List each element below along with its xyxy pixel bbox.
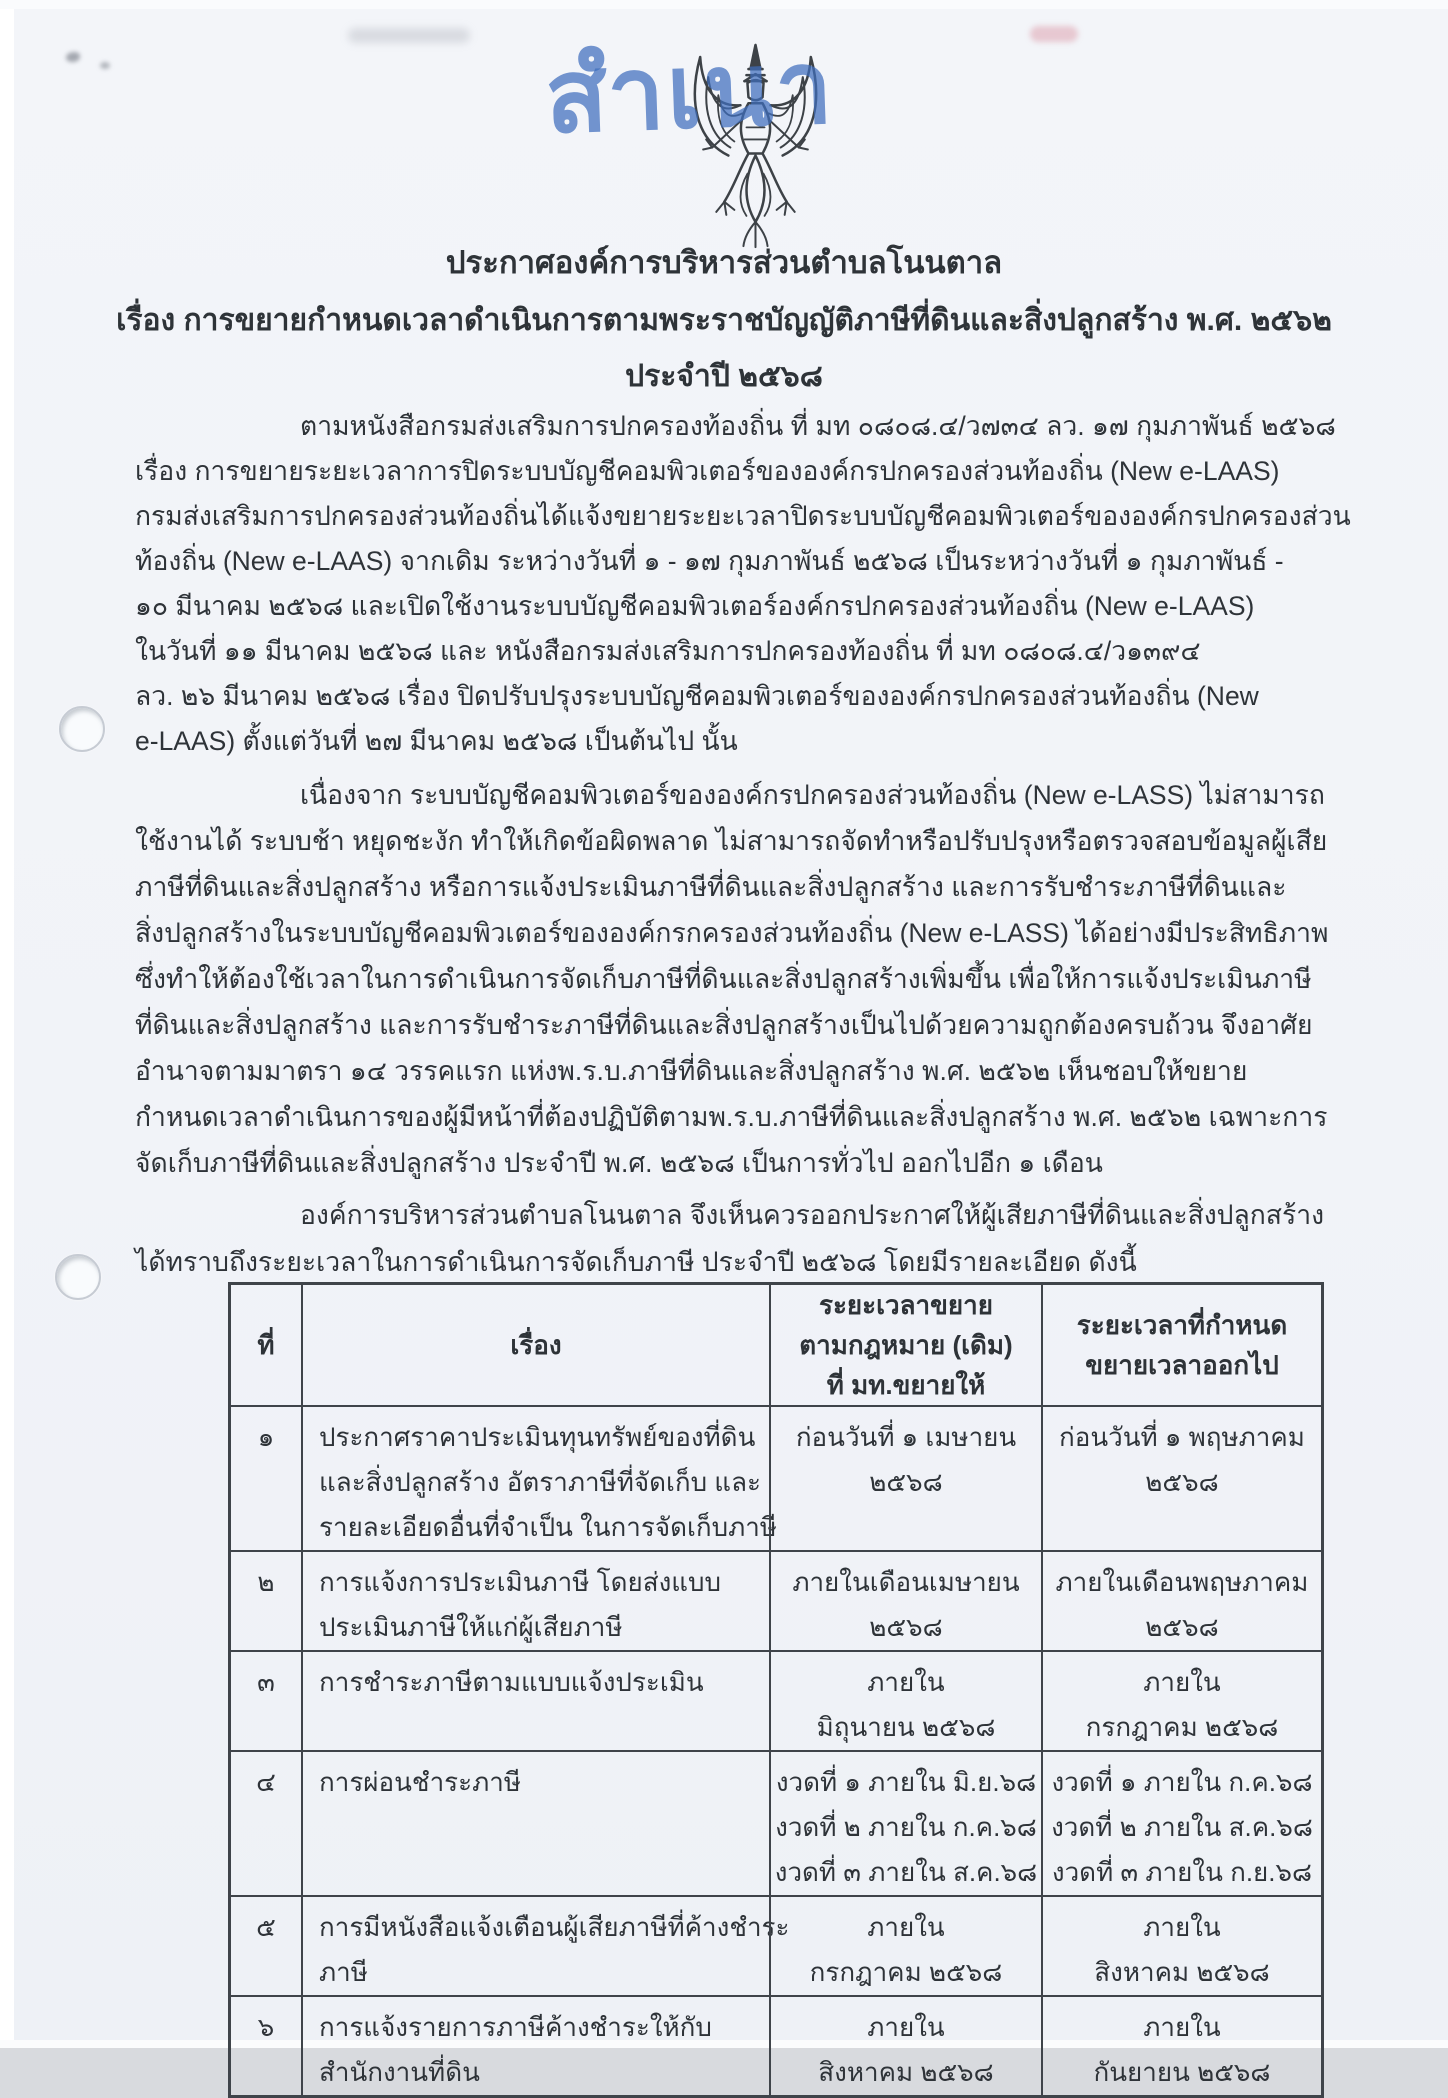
cell-line: ก่อนวันที่ ๑ เมษายน xyxy=(795,1422,1017,1452)
subject-cell xyxy=(301,1752,769,1895)
cell-line: ระยะเวลาที่กำหนด xyxy=(1076,1310,1288,1340)
row-number-cell xyxy=(231,1407,301,1550)
subject-cell xyxy=(301,1407,777,1550)
cell-line: ๒๕๖๘ xyxy=(1145,1467,1219,1497)
subject-cell xyxy=(301,1897,790,1995)
cell-line: การชำระภาษีตามแบบแจ้งประเมิน xyxy=(319,1667,704,1697)
paragraph-line: ได้ทราบถึงระยะเวลาในการดำเนินการจัดเก็บภาษี ประจำปี ๒๕๖๘ โดยมีรายละเอียด ดังนี้ xyxy=(135,1247,1137,1277)
cell-line: ๒ xyxy=(257,1567,275,1597)
table-body xyxy=(231,1405,1321,2095)
document-subject-line-1: เรื่อง การขยายกำหนดเวลาดำเนินการตามพระราชบัญญัติภาษีที่ดินและสิ่งปลูกสร้าง พ.ศ. ๒๕๖๒ xyxy=(116,304,1332,337)
cell-line: งวดที่ ๒ ภายใน ก.ค.๖๘ xyxy=(775,1812,1037,1842)
header-cell xyxy=(769,1285,1041,1405)
cell-line: กรกฎาคม ๒๕๖๘ xyxy=(1085,1712,1279,1742)
cell-line: งวดที่ ๓ ภายใน ส.ค.๖๘ xyxy=(774,1857,1038,1887)
paragraph-line: ๑๐ มีนาคม ๒๕๖๘ และเปิดใช้งานระบบบัญชีคอมพิวเตอร์องค์กรปกครองส่วนท้องถิ่น (New e-LAAS) xyxy=(135,591,1255,621)
cell-line: รายละเอียดอื่นที่จำเป็น ในการจัดเก็บภาษี xyxy=(319,1512,777,1542)
extended-period-cell xyxy=(1041,1652,1321,1750)
cell-line: การแจ้งการประเมินภาษี โดยส่งแบบ xyxy=(319,1567,722,1597)
header-cell xyxy=(231,1285,301,1405)
cell-line: ขยายเวลาออกไป xyxy=(1085,1350,1279,1380)
cell-line: ๕ xyxy=(256,1912,276,1942)
cell-line: งวดที่ ๒ ภายใน ส.ค.๖๘ xyxy=(1051,1812,1313,1842)
table-row xyxy=(231,1750,1321,1895)
original-period-cell xyxy=(769,1752,1041,1895)
cell-line: ๖ xyxy=(257,2012,275,2042)
extended-period-cell xyxy=(1041,1407,1321,1550)
scan-red-mark xyxy=(1030,26,1078,42)
header-cell xyxy=(1041,1285,1321,1405)
cell-line: ที่ มท.ขยายให้ xyxy=(826,1370,986,1400)
row-number-cell xyxy=(231,1752,301,1895)
table-header-row xyxy=(231,1285,1321,1405)
cell-line: ภายใน xyxy=(867,1667,945,1697)
paragraph-line: ภาษีที่ดินและสิ่งปลูกสร้าง หรือการแจ้งประเมินภาษีที่ดินและสิ่งปลูกสร้าง และการรับชำระภาษีที่ดินและ xyxy=(135,872,1287,902)
cell-line: การมีหนังสือแจ้งเตือนผู้เสียภาษีที่ค้างชำระ xyxy=(319,1912,790,1942)
table-row xyxy=(231,1405,1321,1550)
cell-line: งวดที่ ๓ ภายใน ก.ย.๖๘ xyxy=(1051,1857,1313,1887)
cell-line: ๒๕๖๘ xyxy=(869,1467,943,1497)
cell-line: การผ่อนชำระภาษี xyxy=(319,1767,521,1797)
subject-cell xyxy=(301,1652,769,1750)
cell-line: มิถุนายน ๒๕๖๘ xyxy=(816,1712,996,1742)
cell-line: กรกฎาคม ๒๕๖๘ xyxy=(809,1957,1003,1987)
body-paragraph-1 xyxy=(135,404,1351,764)
cell-line: ภาษี xyxy=(319,1957,368,1987)
cell-line: ๔ xyxy=(256,1767,276,1797)
cell-line: ที่ xyxy=(257,1330,275,1360)
cell-line: สิงหาคม ๒๕๖๘ xyxy=(818,2057,994,2087)
deadline-table xyxy=(228,1282,1324,2098)
cell-line: และสิ่งปลูกสร้าง อัตราภาษีที่จัดเก็บ และ xyxy=(319,1467,761,1497)
extended-period-cell xyxy=(1041,1897,1321,1995)
original-period-cell xyxy=(769,1997,1041,2095)
paragraph-line: เรื่อง การขยายระยะเวลาการปิดระบบบัญชีคอมพิวเตอร์ขององค์กรปกครองส่วนท้องถิ่น (New e-LAAS) xyxy=(135,456,1280,486)
paragraph-line: กำหนดเวลาดำเนินการของผู้มีหน้าที่ต้องปฏิบัติตามพ.ร.บ.ภาษีที่ดินและสิ่งปลูกสร้าง พ.ศ. ๒๕๖๒ เฉพาะการ xyxy=(135,1102,1328,1132)
scan-edge-top xyxy=(0,0,1448,9)
subject-cell xyxy=(301,1997,769,2095)
table-row xyxy=(231,1895,1321,1995)
subject-cell xyxy=(301,1552,769,1650)
cell-line: ๒๕๖๘ xyxy=(869,1612,943,1642)
table-row xyxy=(231,1995,1321,2095)
paragraph-line: เนื่องจาก ระบบบัญชีคอมพิวเตอร์ขององค์กรปกครองส่วนท้องถิ่น (New e-LASS) ไม่สามารถ xyxy=(300,780,1325,810)
cell-line: สำนักงานที่ดิน xyxy=(319,2057,480,2087)
cell-line: การแจ้งรายการภาษีค้างชำระให้กับ xyxy=(319,2012,712,2042)
paragraph-line: ในวันที่ ๑๑ มีนาคม ๒๕๖๘ และ หนังสือกรมส่งเสริมการปกครองท้องถิ่น ที่ มท ๐๘๐๘.๔/ว๑๓๙๔ xyxy=(135,636,1201,666)
extended-period-cell xyxy=(1041,1997,1321,2095)
document-title: ประกาศองค์การบริหารส่วนตำบลโนนตาล xyxy=(445,245,1003,280)
paragraph-line: กรมส่งเสริมการปกครองส่วนท้องถิ่นได้แจ้งขยายระยะเวลาปิดระบบบัญชีคอมพิวเตอร์ขององค์กรปกครองส่วน xyxy=(135,501,1351,531)
original-period-cell xyxy=(769,1652,1041,1750)
cell-line: ก่อนวันที่ ๑ พฤษภาคม xyxy=(1059,1422,1305,1452)
cell-line: ระยะเวลาขยาย xyxy=(819,1290,993,1320)
row-number-cell xyxy=(231,1897,301,1995)
cell-line: ภายใน xyxy=(1143,1912,1221,1942)
copy-stamp: สำเนา xyxy=(543,29,837,155)
cell-line: ๓ xyxy=(257,1667,275,1697)
cell-line: งวดที่ ๑ ภายใน ก.ค.๖๘ xyxy=(1051,1767,1313,1797)
table-row xyxy=(231,1550,1321,1650)
cell-line: ตามกฎหมาย (เดิม) xyxy=(799,1330,1013,1360)
cell-line: ๑ xyxy=(257,1422,275,1452)
cell-line: ภายใน xyxy=(867,2012,945,2042)
paragraph-line: สิ่งปลูกสร้างในระบบบัญชีคอมพิวเตอร์ขององค์กรกครองส่วนท้องถิ่น (New e-LASS) ได้อย่างมีประสิทธิภาพ xyxy=(135,918,1329,948)
scan-smudge xyxy=(100,62,110,69)
paragraph-line: ใช้งานได้ ระบบช้า หยุดชะงัก ทำให้เกิดข้อผิดพลาด ไม่สามารถจัดทำหรือปรับปรุงหรือตรวจสอบข้อมูลผู้เสีย xyxy=(135,826,1328,856)
cell-line: ๒๕๖๘ xyxy=(1145,1612,1219,1642)
table-row xyxy=(231,1650,1321,1750)
cell-line: ภายใน xyxy=(1143,1667,1221,1697)
cell-line: ภายใน xyxy=(867,1912,945,1942)
row-number-cell xyxy=(231,1652,301,1750)
original-period-cell xyxy=(769,1407,1041,1550)
cell-line: ประเมินภาษีให้แก่ผู้เสียภาษี xyxy=(319,1612,623,1642)
extended-period-cell xyxy=(1041,1552,1321,1650)
paragraph-line: ท้องถิ่น (New e-LAAS) จากเดิม ระหว่างวันที่ ๑ - ๑๗ กุมภาพันธ์ ๒๕๖๘ เป็นระหว่างวันที่ ๑ กุมภาพันธ์ - xyxy=(135,546,1284,576)
punch-hole xyxy=(55,1254,101,1300)
paragraph-line: อำนาจตามมาตรา ๑๔ วรรคแรก แห่งพ.ร.บ.ภาษีที่ดินและสิ่งปลูกสร้าง พ.ศ. ๒๕๖๒ เห็นชอบให้ขยาย xyxy=(135,1056,1248,1086)
paragraph-line: จัดเก็บภาษีที่ดินและสิ่งปลูกสร้าง ประจำปี พ.ศ. ๒๕๖๘ เป็นการทั่วไป ออกไปอีก ๑ เดือน xyxy=(135,1148,1103,1178)
paragraph-line: ลว. ๒๖ มีนาคม ๒๕๖๘ เรื่อง ปิดปรับปรุงระบบบัญชีคอมพิวเตอร์ขององค์กรปกครองส่วนท้องถิ่น (New xyxy=(135,681,1259,711)
scan-smudge xyxy=(348,28,470,43)
document-subject-line-2: ประจำปี ๒๕๖๘ xyxy=(625,360,823,393)
body-paragraph-2 xyxy=(135,772,1335,1186)
paragraph-line: องค์การบริหารส่วนตำบลโนนตาล จึงเห็นควรออกประกาศให้ผู้เสียภาษีที่ดินและสิ่งปลูกสร้าง xyxy=(300,1200,1325,1230)
paragraph-line: ซึ่งทำให้ต้องใช้เวลาในการดำเนินการจัดเก็บภาษีที่ดินและสิ่งปลูกสร้างเพิ่มขึ้น เพื่อให้การแจ้งประเมินภาษี xyxy=(135,964,1312,994)
cell-line: สิงหาคม ๒๕๖๘ xyxy=(1094,1957,1270,1987)
scan-smudge xyxy=(66,52,80,62)
cell-line: ประกาศราคาประเมินทุนทรัพย์ของที่ดิน xyxy=(319,1422,756,1452)
header-cell xyxy=(301,1285,769,1405)
body-paragraph-3 xyxy=(135,1192,1335,1286)
original-period-cell xyxy=(769,1552,1041,1650)
cell-line: งวดที่ ๑ ภายใน มิ.ย.๖๘ xyxy=(775,1767,1037,1797)
cell-line: ภายในเดือนพฤษภาคม xyxy=(1055,1567,1309,1597)
row-number-cell xyxy=(231,1552,301,1650)
cell-line: เรื่อง xyxy=(510,1330,562,1360)
paragraph-line: ตามหนังสือกรมส่งเสริมการปกครองท้องถิ่น ที่ มท ๐๘๐๘.๔/ว๗๓๔ ลว. ๑๗ กุมภาพันธ์ ๒๕๖๘ xyxy=(300,411,1336,441)
row-number-cell xyxy=(231,1997,301,2095)
paragraph-line: ที่ดินและสิ่งปลูกสร้าง และการรับชำระภาษีที่ดินและสิ่งปลูกสร้างเป็นไปด้วยความถูกต้องครบถ้วน จึงอาศัย xyxy=(135,1010,1313,1040)
punch-hole xyxy=(59,706,105,752)
original-period-cell xyxy=(769,1897,1041,1995)
cell-line: ภายใน xyxy=(1143,2012,1221,2042)
cell-line: กันยายน ๒๕๖๘ xyxy=(1093,2057,1271,2087)
extended-period-cell xyxy=(1041,1752,1321,1895)
paragraph-line: e-LAAS) ตั้งแต่วันที่ ๒๗ มีนาคม ๒๕๖๘ เป็นต้นไป นั้น xyxy=(135,726,738,756)
cell-line: ภายในเดือนเมษายน xyxy=(792,1567,1020,1597)
